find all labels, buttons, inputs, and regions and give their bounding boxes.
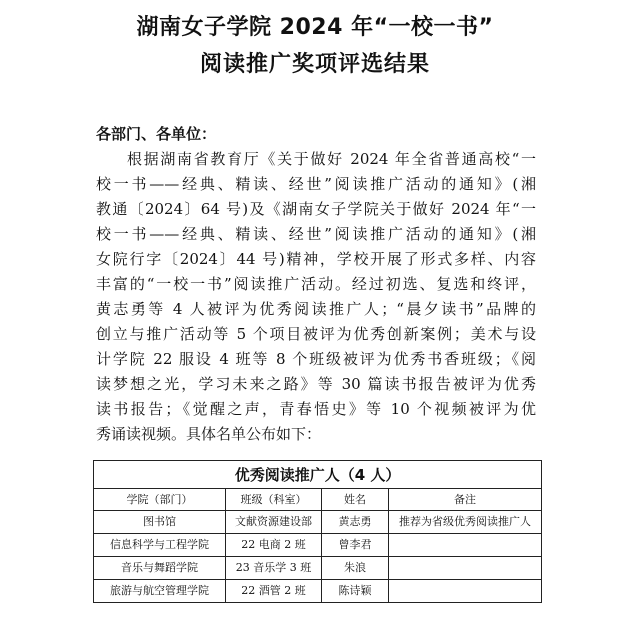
body-line: 教通〔2024〕64 号)及《湖南女子学院关于做好 2024 年“一 bbox=[96, 200, 536, 218]
column-header-college: 学院（部门） bbox=[94, 489, 226, 511]
body-line: 黄志勇等 4 人被评为优秀阅读推广人；“晨夕读书”品牌的 bbox=[96, 300, 536, 318]
table-row bbox=[94, 580, 542, 603]
body-line: 读书报告；《觉醒之声，青春悟史》等 10 个视频被评为优 bbox=[96, 400, 536, 418]
cell-class: 22 酒管 2 班 bbox=[226, 580, 322, 603]
cell-class: 22 电商 2 班 bbox=[226, 534, 322, 557]
cell-class: 23 音乐学 3 班 bbox=[226, 557, 322, 580]
document-title-line-1: 湖南女子学院 2024 年“一校一书” bbox=[136, 15, 494, 40]
cell-name: 朱浪 bbox=[322, 557, 389, 580]
table-row bbox=[94, 534, 542, 557]
cell-college: 信息科学与工程学院 bbox=[94, 534, 226, 557]
column-header-remarks: 备注 bbox=[389, 489, 542, 511]
cell-class: 文献资源建设部 bbox=[226, 511, 322, 534]
body-line: 丰富的“一校一书”阅读推广活动。经过初选、复选和终评， bbox=[96, 275, 536, 293]
cell-remarks bbox=[389, 534, 542, 557]
cell-name: 黄志勇 bbox=[322, 511, 389, 534]
cell-remarks bbox=[389, 580, 542, 603]
body-line: 校一书——经典、精读、经世”阅读推广活动的通知》(湘 bbox=[96, 225, 536, 243]
column-header-name: 姓名 bbox=[322, 489, 389, 511]
cell-remarks bbox=[389, 557, 542, 580]
cell-name: 陈诗颖 bbox=[322, 580, 389, 603]
body-line: 创立与推广活动等 5 个项目被评为优秀创新案例；美术与设 bbox=[96, 325, 536, 343]
body-line: 根据湖南省教育厅《关于做好 2024 年全省普通高校“一 bbox=[127, 150, 536, 168]
salutation: 各部门、各单位： bbox=[96, 125, 217, 143]
table-row bbox=[94, 557, 542, 580]
cell-college: 旅游与航空管理学院 bbox=[94, 580, 226, 603]
table-caption: 优秀阅读推广人（4 人） bbox=[94, 461, 542, 489]
body-line: 秀诵读视频。具体名单公布如下： bbox=[96, 425, 322, 443]
table-row bbox=[94, 511, 542, 534]
cell-college: 音乐与舞蹈学院 bbox=[94, 557, 226, 580]
cell-college: 图书馆 bbox=[94, 511, 226, 534]
cell-name: 曾李君 bbox=[322, 534, 389, 557]
column-header-class: 班级（科室） bbox=[226, 489, 322, 511]
cell-remarks: 推荐为省级优秀阅读推广人 bbox=[389, 511, 542, 534]
body-line: 女院行字〔2024〕44 号)精神，学校开展了形式多样、内容 bbox=[96, 250, 536, 268]
award-table bbox=[93, 460, 541, 603]
table-header-row bbox=[94, 489, 542, 511]
body-line: 计学院 22 服设 4 班等 8 个班级被评为优秀书香班级；《阅 bbox=[96, 350, 536, 368]
body-line: 校一书——经典、精读、经世”阅读推广活动的通知》(湘 bbox=[96, 175, 536, 193]
document-title-line-2: 阅读推广奖项评选结果 bbox=[199, 52, 430, 77]
body-line: 读梦想之光，学习未来之路》等 30 篇读书报告被评为优秀 bbox=[96, 375, 536, 393]
